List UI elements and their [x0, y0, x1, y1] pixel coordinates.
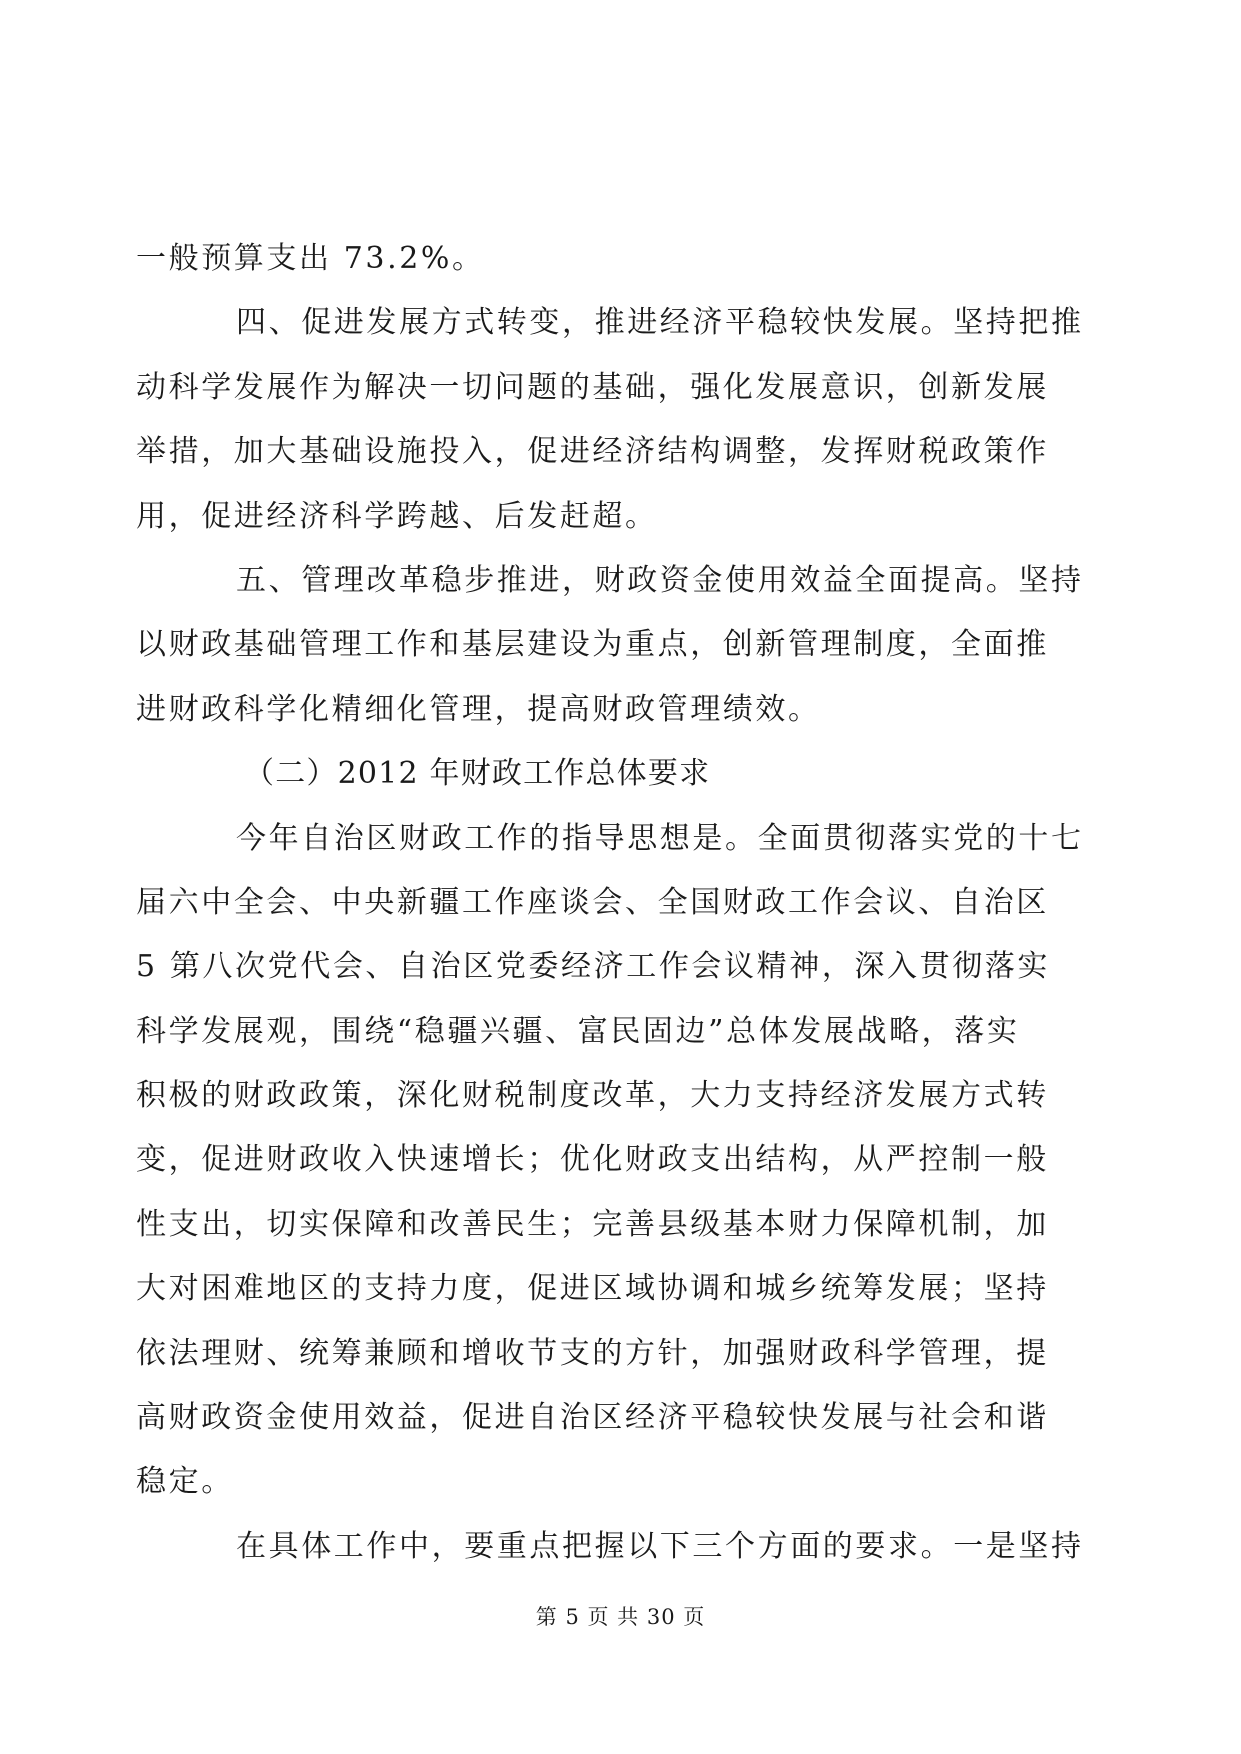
text-line-1: 一般预算支出 73.2%。: [136, 241, 485, 276]
text-line-14: 积极的财政政策，深化财税制度改革，大力支持经济发展方式转: [136, 1078, 1049, 1114]
text-line-20: 稳定。: [136, 1464, 234, 1500]
text-line-4: 举措，加大基础设施投入，促进经济结构调整，发挥财税政策作: [136, 434, 1049, 470]
text-line-19: 高财政资金使用效益，促进自治区经济平稳较快发展与社会和谐: [136, 1400, 1049, 1436]
text-line-8: 进财政科学化精细化管理，提高财政管理绩效。: [136, 691, 821, 727]
text-line-7: 以财政基础管理工作和基层建设为重点，创新管理制度，全面推: [136, 627, 1049, 663]
text-line-15: 变，促进财政收入快速增长；优化财政支出结构，从严控制一般: [136, 1142, 1049, 1178]
paragraph-specific-work: 在具体工作中，要重点把握以下三个方面的要求。一是坚持: [236, 1528, 1084, 1564]
text-line-18: 依法理财、统筹兼顾和增收节支的方针，加强财政科学管理，提: [136, 1335, 1049, 1371]
text-line-11: 届六中全会、中央新疆工作座谈会、全国财政工作会议、自治区: [136, 884, 1049, 920]
text-line-13: 科学发展观，围绕“稳疆兴疆、富民固边”总体发展战略，落实: [136, 1013, 1020, 1049]
document-body: [136, 227, 1096, 1579]
paragraph-guiding-thought: 今年自治区财政工作的指导思想是。全面贯彻落实党的十七: [236, 820, 1084, 856]
section-heading: （二）2012 年财政工作总体要求: [244, 756, 711, 792]
text-line-5: 用，促进经济科学跨越、后发赶超。: [136, 498, 658, 534]
page-number-footer: 第 5 页 共 30 页: [535, 1605, 706, 1629]
text-line-16: 性支出，切实保障和改善民生；完善县级基本财力保障机制，加: [136, 1206, 1049, 1242]
paragraph-section-four: 四、促进发展方式转变，推进经济平稳较快发展。坚持把推: [236, 305, 1084, 341]
text-line-3: 动科学发展作为解决一切问题的基础，强化发展意识，创新发展: [136, 369, 1049, 405]
text-line-17: 大对困难地区的支持力度，促进区域协调和城乡统筹发展；坚持: [136, 1271, 1049, 1307]
paragraph-section-five: 五、管理改革稳步推进，财政资金使用效益全面提高。坚持: [236, 562, 1084, 598]
text-line-12: 5 第八次党代会、自治区党委经济工作会议精神，深入贯彻落实: [136, 949, 1051, 985]
